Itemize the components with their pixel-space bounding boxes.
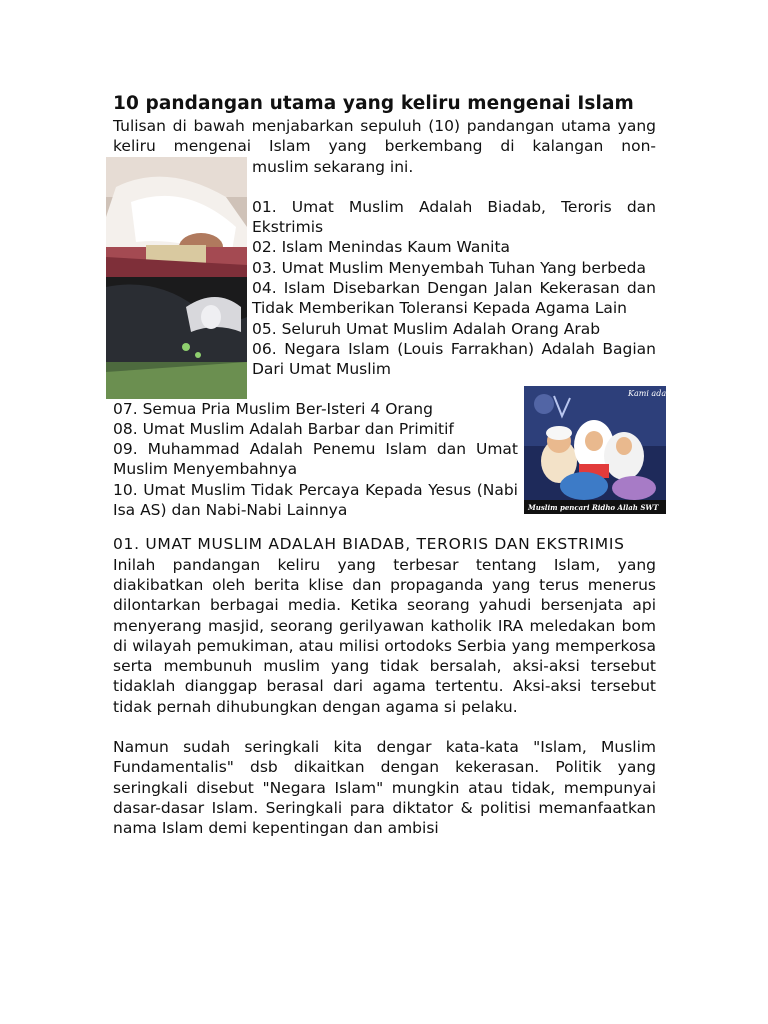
document-page (113, 92, 679, 839)
section-paragraph-1: Inilah pandangan keliru yang terbesar tentang Islam, yang diakibatkan oleh berita klise dan propaganda yang terus menerus dilontarkan berbagai media. Ketika seorang yahudi bersenjata api menyerang masjid, seorang gerilyawan katholik IRA meledakan bom di wilayah pemukiman, atau milisi ortodoks Serbia yang memperkosa serta membunuh muslim yang tidak bersalah, aksi-aksi tersebut tidaklah dianggap berasal dari agama tertentu. Aksi-aksi tersebut tidak pernah dihubungkan dengan agama si pelaku. (113, 555, 656, 716)
paragraph-gap (113, 717, 656, 737)
intro-text-a: Tulisan di bawah menjabarkan sepuluh (10) pandangan utama yang keliru mengenai Islam yang berkembang di kalangan non- (113, 117, 656, 156)
illustration-caption-top: Kami adalah (628, 388, 679, 398)
list-item: 05. Seluruh Umat Muslim Adalah Orang Arab (252, 319, 601, 338)
list-item: 09. Muhammad Adalah Penemu Islam dan Umat Muslim Menyembahnya (113, 440, 518, 479)
list-item: 06. Negara Islam (Louis Farrakhan) Adalah Bagian Dari Umat Muslim (252, 339, 656, 379)
section-1 (113, 534, 656, 838)
muslim-children-illustration (524, 386, 679, 514)
list-item: 03. Umat Muslim Menyembah Tuhan Yang berbeda (252, 258, 646, 277)
list-item: 10. Umat Muslim Tidak Percaya Kepada Yesus (Nabi Isa AS) dan Nabi-Nabi Lainnya (113, 480, 518, 520)
intro-paragraph (113, 116, 656, 157)
document-title: 10 pandangan utama yang keliru mengenai Islam (113, 93, 634, 114)
list-item: 08. Umat Muslim Adalah Barbar dan Primitif (113, 419, 454, 438)
prayer-photo (106, 157, 247, 399)
list-item: 02. Islam Menindas Kaum Wanita (252, 238, 511, 257)
section-heading: 01. UMAT MUSLIM ADALAH BIADAB, TERORIS DAN EKSTRIMIS (113, 535, 625, 554)
list-item: 04. Islam Disebarkan Dengan Jalan Kekerasan dan Tidak Memberikan Toleransi Kepada Agama Lain (252, 279, 656, 318)
intro-continued: muslim sekarang ini. (252, 157, 414, 176)
list-item: 01. Umat Muslim Adalah Biadab, Teroris dan Ekstrimis (252, 197, 656, 237)
list-item: 07. Semua Pria Muslim Ber-Isteri 4 Orang (113, 399, 433, 418)
illustration-caption-bottom: Muslim pencari Ridho Allah SWT (528, 502, 659, 512)
section-paragraph-2: Namun sudah seringkali kita dengar kata-kata "Islam, Muslim Fundamentalis" dsb dikaitkan dengan kekerasan. Politik yang seringkali disebut "Negara Islam" mungkin atau tidak, mempunyai dasar-dasar Islam. Seringkali para diktator & politisi memanfaatkan nama Islam demi kepentingan dan ambisi (113, 738, 656, 838)
